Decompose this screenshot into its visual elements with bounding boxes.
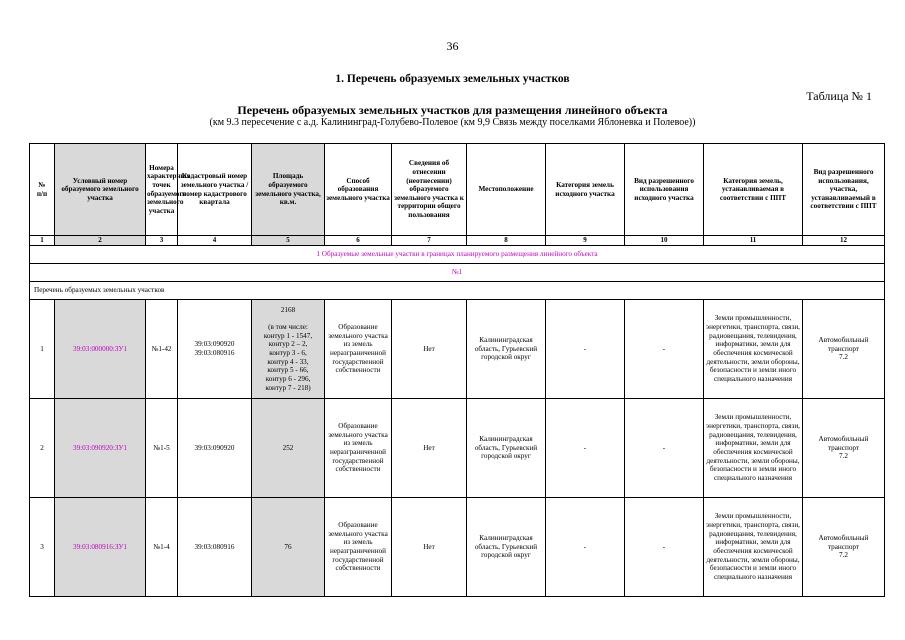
ppt-category: Земли промышленности, энергетики, транспорта, связи, радиовещания, телевидения, информатики, земли для обеспечения космической деятельности, земли обороны, безопасности и земли иного специального назначения — [704, 498, 803, 597]
column-header: Номера характерных точек образуемого земельного участка — [146, 144, 178, 236]
formation-method: Образование земельного участка из земель неразграниченной государственной собственности — [325, 300, 392, 399]
column-number: 5 — [252, 236, 325, 246]
subsection-row — [30, 264, 885, 282]
formation-method: Образование земельного участка из земель неразграниченной государственной собственности — [325, 498, 392, 597]
ppt-use: Автомобильный транспорт 7.2 — [803, 300, 885, 399]
plot-number: 39:03:000000:ЗУ1 — [55, 300, 146, 399]
column-header: Условный номер образуемого земельного участка — [55, 144, 146, 236]
column-header: Кадастровый номер земельного участка /номер кадастрового квартала — [178, 144, 252, 236]
source-use: - — [625, 300, 704, 399]
table-row — [30, 399, 885, 498]
location: Калининградская область, Гурьевский городской округ — [467, 498, 546, 597]
source-category: - — [546, 300, 625, 399]
location: Калининградская область, Гурьевский городской округ — [467, 399, 546, 498]
column-header: Вид разрешенного использования исходного участка — [625, 144, 704, 236]
cadastral-number: 39:03:090920 39:03:080916 — [178, 300, 252, 399]
column-number: 11 — [704, 236, 803, 246]
source-category: - — [546, 498, 625, 597]
column-numbers-row — [30, 236, 885, 246]
section-heading: 1. Перечень образуемых земельных участков — [335, 73, 570, 85]
formation-method: Образование земельного участка из земель неразграниченной государственной собственности — [325, 399, 392, 498]
table-title: Перечень образуемых земельных участков для размещения линейного объекта — [237, 103, 668, 117]
column-header: Категория земель, устанавливаемая в соответствии с ППТ — [704, 144, 803, 236]
ppt-use: Автомобильный транспорт 7.2 — [803, 498, 885, 597]
subsection-title: №1 — [30, 264, 885, 282]
column-number: 6 — [325, 236, 392, 246]
cadastral-number: 39:03:090920 — [178, 399, 252, 498]
column-number: 9 — [546, 236, 625, 246]
column-header: Способ образования земельного участка — [325, 144, 392, 236]
plot-points: №1-42 — [146, 300, 178, 399]
section-title: 1 Образуемые земельные участки в границах планируемого размещения линейного объекта — [30, 246, 885, 264]
land-plots-table — [29, 143, 885, 597]
list-label: Перечень образуемых земельных участков — [30, 282, 885, 300]
public-use: Нет — [392, 498, 467, 597]
location: Калининградская область, Гурьевский городской округ — [467, 300, 546, 399]
column-header: Площадь образуемого земельного участка, кв.м. — [252, 144, 325, 236]
column-header: Категория земель исходного участка — [546, 144, 625, 236]
header-row — [30, 144, 885, 236]
column-header: Местоположение — [467, 144, 546, 236]
plot-points: №1-5 — [146, 399, 178, 498]
column-number: 8 — [467, 236, 546, 246]
source-use: - — [625, 399, 704, 498]
row-number: 1 — [30, 300, 55, 399]
column-number: 10 — [625, 236, 704, 246]
column-header: № п/п — [30, 144, 55, 236]
ppt-use: Автомобильный транспорт 7.2 — [803, 399, 885, 498]
column-header: Вид разрешенного использования, участка, устанавливаемый в соответствии с ППТ — [803, 144, 885, 236]
plot-area: 252 — [252, 399, 325, 498]
plot-points: №1-4 — [146, 498, 178, 597]
column-number: 3 — [146, 236, 178, 246]
plot-number: 39:03:080916:ЗУ1 — [55, 498, 146, 597]
ppt-category: Земли промышленности, энергетики, транспорта, связи, радиовещания, телевидения, информатики, земли для обеспечения космической деятельности, земли обороны, безопасности и земли иного специального назначения — [704, 300, 803, 399]
page-number: 36 — [446, 39, 459, 53]
public-use: Нет — [392, 399, 467, 498]
source-use: - — [625, 498, 704, 597]
list-label-row — [30, 282, 885, 300]
column-number: 7 — [392, 236, 467, 246]
source-category: - — [546, 399, 625, 498]
section-row — [30, 246, 885, 264]
column-number: 2 — [55, 236, 146, 246]
row-number: 3 — [30, 498, 55, 597]
table-row — [30, 300, 885, 399]
table-number: Таблица № 1 — [806, 89, 872, 103]
column-number: 12 — [803, 236, 885, 246]
column-number: 4 — [178, 236, 252, 246]
plot-area: 76 — [252, 498, 325, 597]
table-row — [30, 498, 885, 597]
cadastral-number: 39:03:080916 — [178, 498, 252, 597]
table-subtitle: (км 9.3 пересечение с а.д. Калининград-Голубево-Полевое (км 9,9 Связь между поселками Яблоневка и Полевое)) — [209, 117, 696, 128]
column-number: 1 — [30, 236, 55, 246]
row-number: 2 — [30, 399, 55, 498]
ppt-category: Земли промышленности, энергетики, транспорта, связи, радиовещания, телевидения, информатики, земли для обеспечения космической деятельности, земли обороны, безопасности и земли иного специального назначения — [704, 399, 803, 498]
plot-number: 39:03:090920:ЗУ1 — [55, 399, 146, 498]
plot-area: 2168 (в том числе: контур 1 - 1547, контур 2 – 2, контур 3 - 6, контур 4 - 33, контур 5 - 66, контур 6 - 296, контур 7 - 218) — [252, 300, 325, 399]
column-header: Сведения об отнесении (неотнесении) образуемого земельного участка к территории общего пользования — [392, 144, 467, 236]
public-use: Нет — [392, 300, 467, 399]
